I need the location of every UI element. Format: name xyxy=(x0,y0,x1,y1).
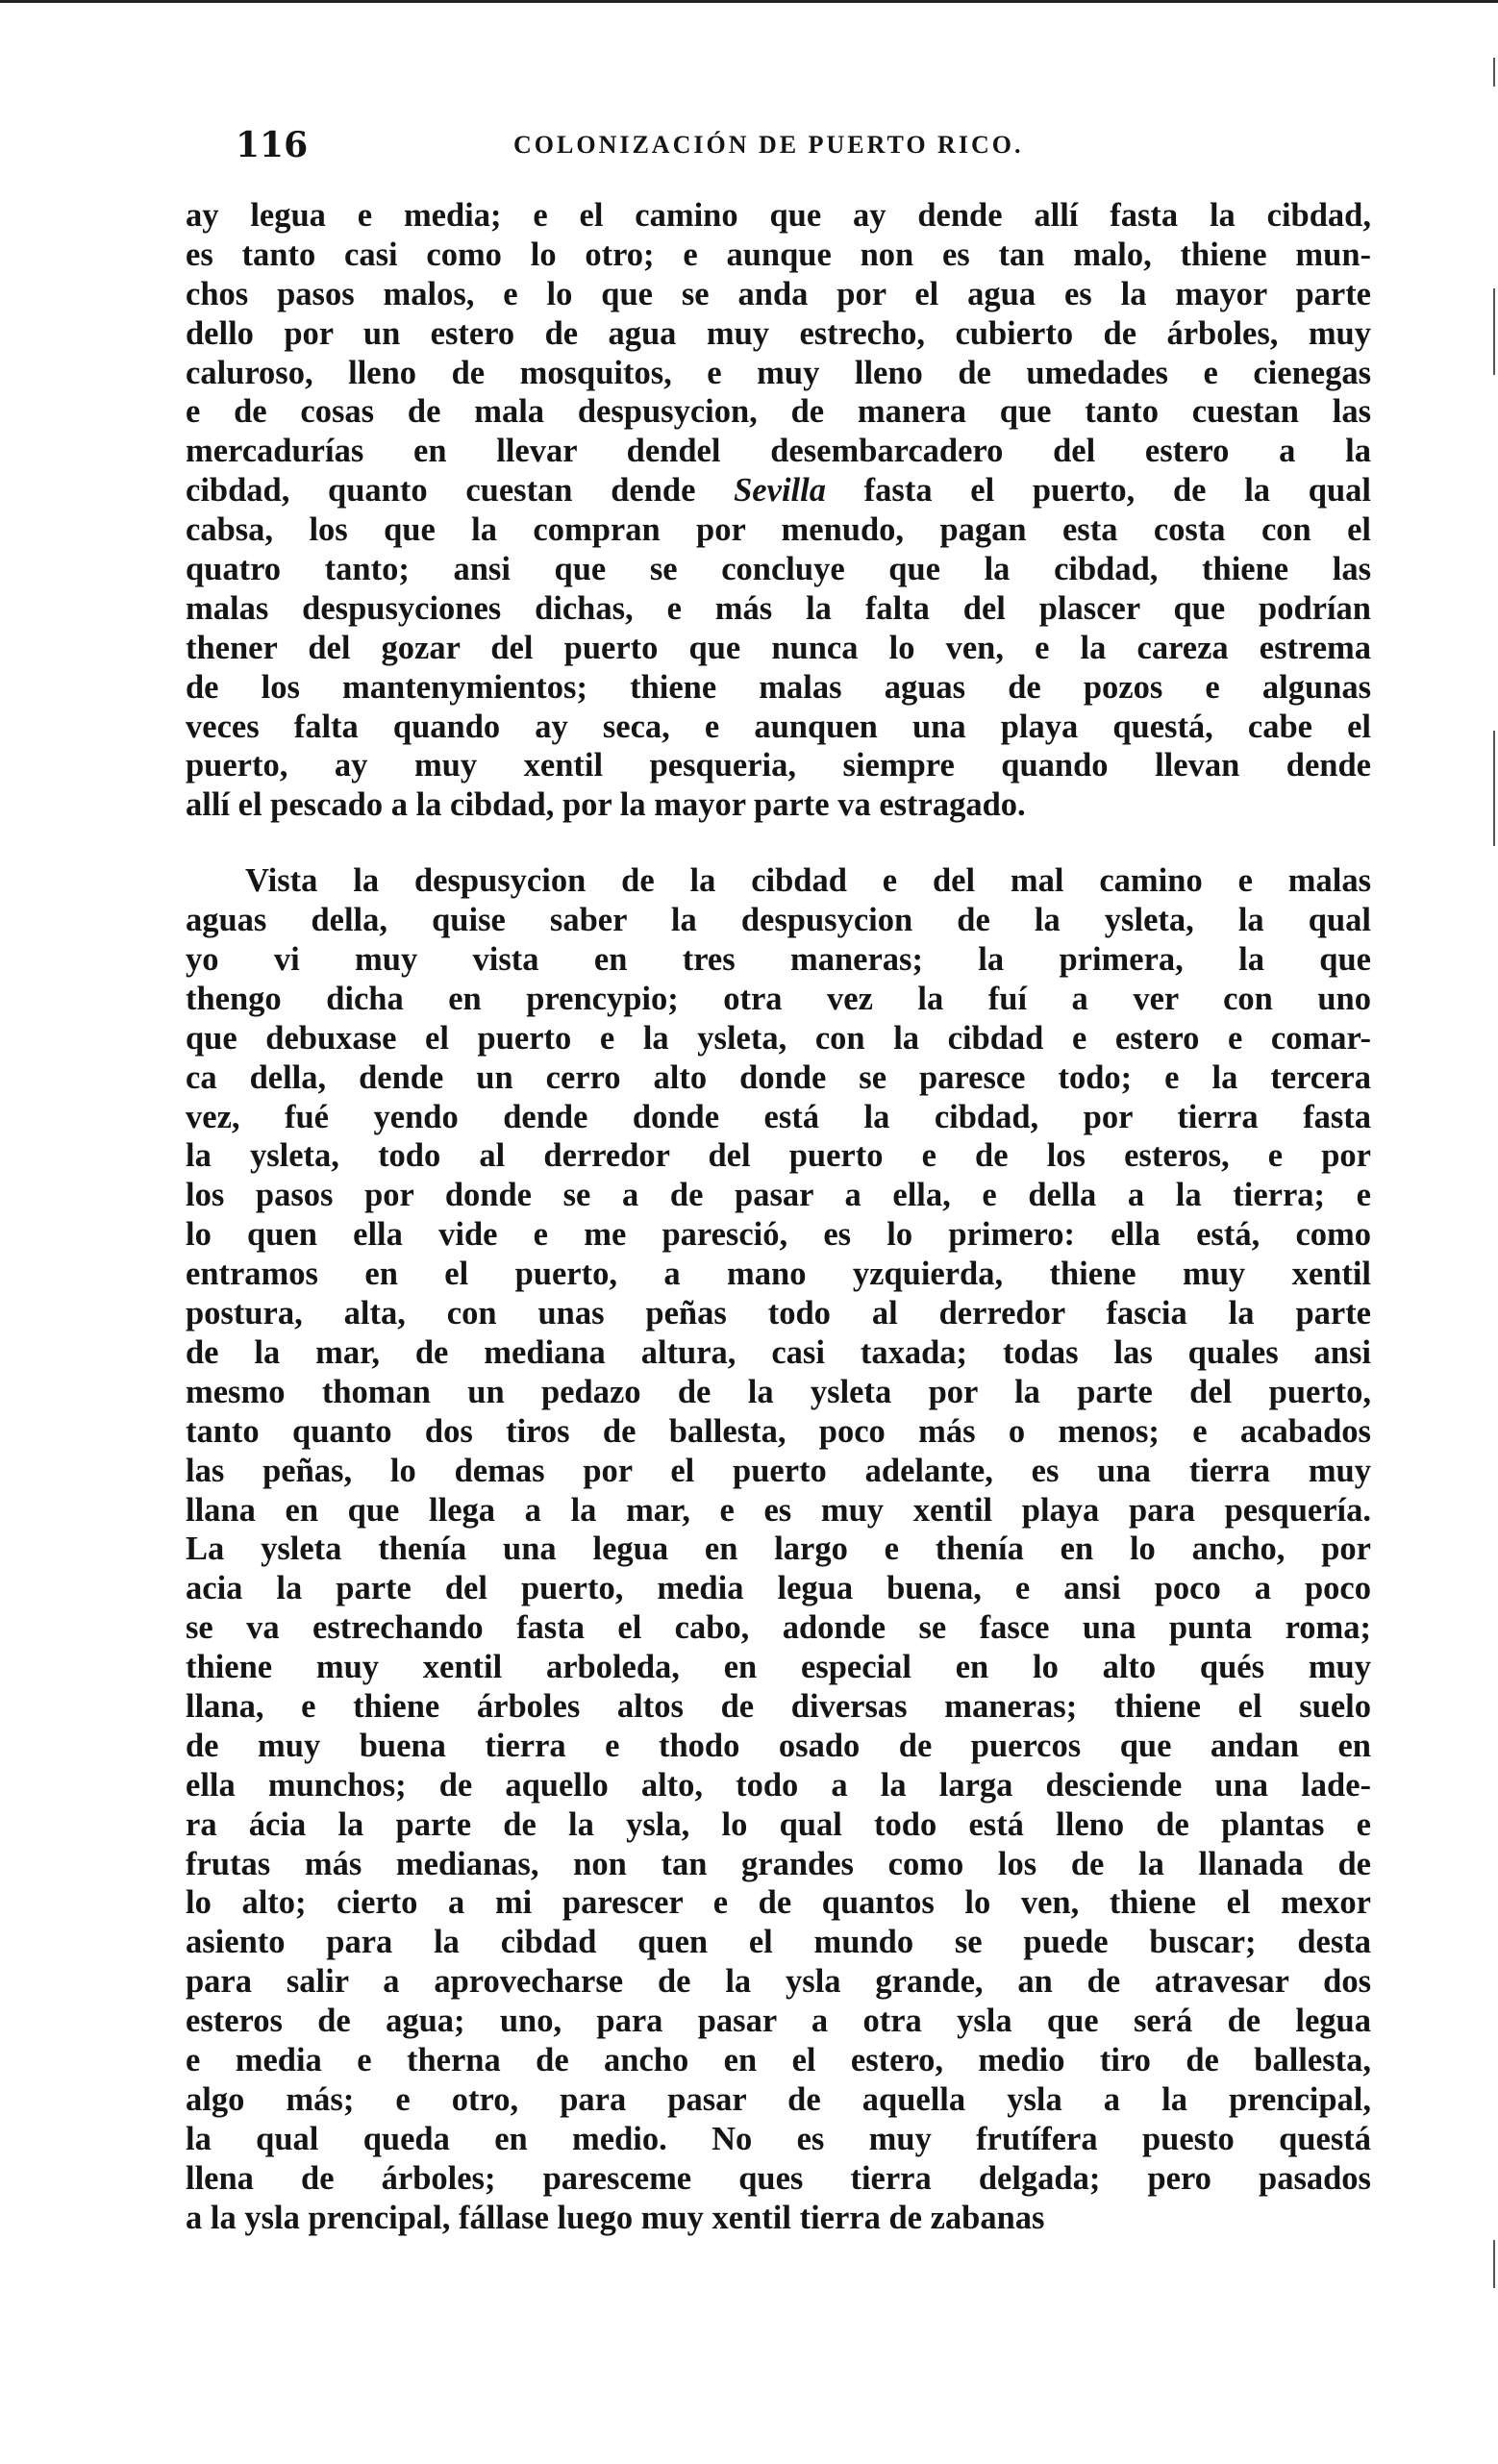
text-line: de la mar, de mediana altura, casi taxada; todas las quales ansi xyxy=(186,1333,1371,1371)
text-line: frutas más medianas, non tan grandes como los de la llanada de xyxy=(186,1845,1371,1882)
text-line: los pasos por donde se a de pasar a ella, e della a la tierra; e xyxy=(186,1177,1371,1214)
running-title: COLONIZACIÓN DE PUERTO RICO. xyxy=(513,131,1024,159)
text-line: thener del gozar del puerto que nunca lo ven, e la careza estrema xyxy=(186,629,1371,666)
text-line: e media e therna de ancho en el estero, medio tiro de ballesta, xyxy=(186,2041,1371,2078)
text-line: tanto quanto dos tiros de ballesta, poco más o menos; e acabados xyxy=(186,1412,1371,1450)
text-line: ay legua e media; e el camino que ay dende allí fasta la cibdad, xyxy=(186,197,1371,234)
text-line: yo vi muy vista en tres maneras; la primera, la que xyxy=(186,941,1371,979)
text-line: veces falta quando ay seca, e aunquen una playa questá, cabe el xyxy=(186,708,1371,745)
running-head xyxy=(186,117,1371,175)
text-line: de muy buena tierra e thodo osado de puercos que andan en xyxy=(186,1727,1371,1764)
text-line: para salir a aprovecharse de la ysla grande, an de atravesar dos xyxy=(186,1963,1371,2001)
text-line: lo alto; cierto a mi parescer e de quantos lo ven, thiene el mexor xyxy=(186,1884,1371,1922)
text-line: lo quen ella vide e me paresció, es lo primero: ella está, como xyxy=(186,1216,1371,1254)
text-line xyxy=(186,471,1371,510)
text-line: ca della, dende un cerro alto donde se paresce todo; e la tercera xyxy=(186,1058,1371,1096)
paragraph-gap xyxy=(186,825,1371,861)
text-line: allí el pescado a la cibdad, por la mayor parte va estragado. xyxy=(186,786,1026,824)
italic-word: Sevilla xyxy=(734,472,826,510)
text-line: puerto, ay muy xentil pesqueria, siempre quando llevan dende xyxy=(186,747,1371,784)
text-line: algo más; e otro, para pasar de aquella ysla a la prencipal, xyxy=(186,2080,1371,2118)
text-line: quatro tanto; ansi que se concluye que la cibdad, thiene las xyxy=(186,551,1371,588)
text-line: llena de árboles; paresceme ques tierra delgada; pero pasados xyxy=(186,2159,1371,2197)
paragraph-2 xyxy=(186,861,1371,2237)
text-line: e de cosas de mala despusycion, de manera que tanto cuestan las xyxy=(186,393,1371,431)
text-line: Vista la despusycion de la cibdad e del mal camino e malas xyxy=(245,862,1371,900)
text-line: a la ysla prencipal, fállase luego muy xentil tierra de zabanas xyxy=(186,2199,1045,2236)
text-line: llana en que llega a la mar, e es muy xentil playa para pesquería. xyxy=(186,1491,1371,1529)
page-number: 116 xyxy=(236,125,309,165)
text-line: acia la parte del puerto, media legua buena, e ansi poco a poco xyxy=(186,1570,1371,1607)
text-line: la qual queda en medio. No es muy frutífera puesto questá xyxy=(186,2120,1371,2157)
text-segment: cibdad, quanto cuestan dende xyxy=(186,472,735,510)
text-line: entramos en el puerto, a mano yzquierda, thiene muy xentil xyxy=(186,1256,1371,1293)
scan-edge-mark xyxy=(1493,288,1495,375)
text-line: ra ácia la parte de la ysla, lo qual todo está lleno de plantas e xyxy=(186,1805,1371,1843)
body-text xyxy=(186,196,1371,2237)
text-line: chos pasos malos, e lo que se anda por el agua es la mayor parte xyxy=(186,275,1371,312)
top-edge-rule xyxy=(0,0,1498,3)
text-line: esteros de agua; uno, para pasar a otra ysla que será de legua xyxy=(186,2003,1371,2040)
text-line: postura, alta, con unas peñas todo al derredor fascia la parte xyxy=(186,1295,1371,1332)
scan-edge-mark xyxy=(1493,58,1495,87)
text-line: caluroso, lleno de mosquitos, e muy lleno de umedades e cienegas xyxy=(186,354,1371,391)
text-line: asiento para la cibdad quen el mundo se puede buscar; desta xyxy=(186,1924,1371,1961)
text-line: thiene muy xentil arboleda, en especial en lo alto qués muy xyxy=(186,1649,1371,1686)
text-line: aguas della, quise saber la despusycion de la ysleta, la qual xyxy=(186,902,1371,939)
scan-edge-mark xyxy=(1493,2240,1495,2288)
scan-edge-mark xyxy=(1493,731,1495,846)
text-line: las peñas, lo demas por el puerto adelante, es una tierra muy xyxy=(186,1452,1371,1489)
text-line: de los mantenymientos; thiene malas aguas de pozos e algunas xyxy=(186,668,1371,706)
text-line: La ysleta thenía una legua en largo e thenía en lo ancho, por xyxy=(186,1531,1371,1568)
paragraph-1 xyxy=(186,196,1371,825)
text-line: llana, e thiene árboles altos de diversas maneras; thiene el suelo xyxy=(186,1687,1371,1725)
text-line: dello por un estero de agua muy estrecho, cubierto de árboles, muy xyxy=(186,314,1371,352)
text-line: la ysleta, todo al derredor del puerto e de los esteros, e por xyxy=(186,1137,1371,1175)
text-line: malas despusyciones dichas, e más la falta del plascer que podrían xyxy=(186,589,1371,627)
text-line: cabsa, los que la compran por menudo, pagan esta costa con el xyxy=(186,511,1371,549)
book-page xyxy=(186,117,1371,2237)
text-line: thengo dicha en prencypio; otra vez la fuí a ver con uno xyxy=(186,980,1371,1017)
text-segment: fasta el puerto, de la qual xyxy=(825,472,1371,510)
text-line: mesmo thoman un pedazo de la ysleta por la parte del puerto, xyxy=(186,1373,1371,1410)
text-line: mercadurías en llevar dendel desembarcadero del estero a la xyxy=(186,433,1371,470)
text-line: es tanto casi como lo otro; e aunque non es tan malo, thiene mun- xyxy=(186,236,1371,273)
text-line: ella munchos; de aquello alto, todo a la larga desciende una lade- xyxy=(186,1766,1371,1804)
text-line: se va estrechando fasta el cabo, adonde se fasce una punta roma; xyxy=(186,1609,1371,1647)
text-line: que debuxase el puerto e la ysleta, con la cibdad e estero e comar- xyxy=(186,1019,1371,1057)
text-line: vez, fué yendo dende donde está la cibdad, por tierra fasta xyxy=(186,1098,1371,1135)
